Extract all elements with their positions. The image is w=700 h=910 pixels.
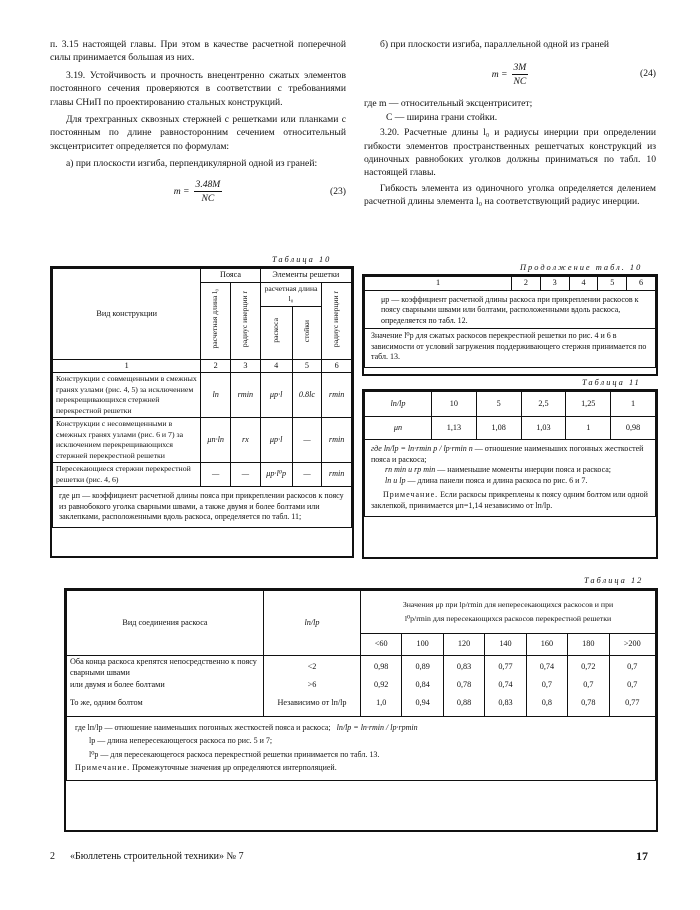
right-column (364, 38, 656, 209)
cell: 0,7 (526, 679, 567, 692)
row-label: То же, одним болтом (67, 692, 264, 717)
cell: 1 (566, 417, 611, 440)
cell: 1,03 (521, 417, 566, 440)
header-cell: 1 (611, 392, 656, 417)
header-cell: Вид конструкции (53, 269, 201, 360)
cell: 0.8lc (292, 373, 322, 418)
row-label: Конструкции с совмещенными в смежных гранях узлами (рис. 4, 5) за исключением перекрещивающихся стержней перекрестной решетки (53, 373, 201, 418)
table-note: μр — коэффициент расчетной длины раскоса при прикреплении раскосов к поясу сварными швами или болтами, расположенными вдоль раскоса, определяется по табл. 12. (365, 290, 656, 329)
table-11-grid (364, 391, 656, 517)
denominator: NC (201, 193, 215, 205)
cell: μп·lп (201, 418, 231, 463)
header-cell: 140 (485, 634, 526, 656)
header-cell: >200 (609, 634, 655, 656)
cell: 0,98 (361, 656, 402, 680)
table-12-grid (66, 590, 656, 781)
cell: 0,83 (485, 692, 526, 717)
cell: μр·l⁰р (260, 463, 292, 487)
fraction (512, 61, 529, 89)
header-cell: 120 (443, 634, 484, 656)
definition-symbol: rп min и rр min (385, 465, 436, 475)
cell: 0,98 (611, 417, 656, 440)
header-cell: lп/lр (365, 392, 432, 417)
formula-23 (50, 177, 346, 207)
definition: lр — длина непересекающегося раскоса по рис. 5 и 7; (89, 736, 273, 746)
definition-symbol: lп и lр (385, 475, 406, 485)
cell: Независимо от lп/lр (264, 692, 361, 717)
table-row (53, 373, 352, 418)
header-cell (292, 306, 322, 359)
equation-number: (23) (330, 185, 346, 197)
cell: lп (201, 373, 231, 418)
table-definitions (67, 716, 656, 780)
definition-text: — наименьшие моменты инерции пояса и раскоса; (437, 465, 612, 475)
definition-symbol: где lп/lр = lп·rmin р / lр·rmin п (371, 444, 473, 453)
table-note (75, 763, 647, 774)
header-text: раскоса (270, 318, 280, 344)
note-label: Примечание. (383, 490, 439, 500)
paragraph: п. 3.15 настоящей главы. При этом в качестве расчетной поперечной силы принимается большая из них. (50, 39, 346, 64)
column-number: 3 (231, 359, 261, 373)
definition-text: где lп/lр — отношение наименьших погонных жесткостей пояса и раскоса; (75, 722, 331, 732)
cell: 0,74 (526, 656, 567, 680)
table-10-grid (52, 268, 352, 528)
denominator: NC (513, 75, 527, 87)
header-cell: <60 (361, 634, 402, 656)
footer-journal: «Бюллетень строительной техники» № 7 (70, 851, 244, 862)
header-cell: Элементы решетки (260, 269, 351, 283)
cell: rx (231, 418, 261, 463)
cell: 1,13 (432, 417, 477, 440)
definition (75, 723, 647, 734)
column-number: 5 (598, 277, 627, 291)
header-cell: 2,5 (521, 392, 566, 417)
header-cell: lп/lр (264, 591, 361, 656)
table-12 (64, 588, 658, 832)
cell: 0,7 (609, 656, 655, 680)
cell: — (292, 418, 322, 463)
header-text: стойки (301, 319, 311, 342)
paragraph: 3.19. Устойчивость и прочность внецентренно сжатых элементов постоянного сечения проверяются в соответствии с требованиями главы СНиП по проектированию стальных конструкций. (50, 69, 346, 108)
cell: rmin (322, 373, 352, 418)
note-text: Промежуточные значения μр определяются интерполяцией. (132, 763, 337, 773)
column-number: 6 (322, 359, 352, 373)
definition (371, 444, 649, 465)
cell: — (231, 463, 261, 487)
cell: 1,0 (361, 692, 402, 717)
table-10-cont-grid (364, 276, 656, 368)
header-cell: 10 (432, 392, 477, 417)
cell: 0,7 (568, 679, 609, 692)
cell: — (292, 463, 322, 487)
paragraph: б) при плоскости изгиба, параллельной одной из граней (380, 39, 609, 50)
table-note: где μп — коэффициент расчетной длины пояса при прикреплении раскосов к поясу из равнобокого уголка сварными швами, а также двумя и более болтами или заклепками, расположенными вдоль раскоса, определяется по табл. 11; (53, 487, 352, 528)
cell: <2 (264, 656, 361, 680)
cell: — (201, 463, 231, 487)
definition: l⁰р — для пересекающегося раскоса перекрестной решетки принимается по табл. 13. (89, 749, 380, 759)
table-row (67, 679, 656, 692)
table-note: Значение l⁰р для сжатых раскосов перекрестной решетки по рис. 4 и 6 в зависимости от условий загружения поддерживающего стержня принимается по табл. 13. (365, 329, 656, 368)
note-text: Если раскосы прикреплены к поясу одним болтом или одной заклепкой, принимается μп=1,14 независимо от lп/lр. (371, 490, 648, 510)
cell: >6 (264, 679, 361, 692)
table-row (365, 417, 656, 440)
header-cell: Вид соединения раскоса (67, 591, 264, 656)
row-label: Конструкции с несовмещенными в смежных гранях узлами (рис. 6 и 7) за исключением перекрещивающихся стержней перекрестной решетки (53, 418, 201, 463)
cell: 0,78 (443, 679, 484, 692)
definition-text: — длина панели пояса и длина раскоса по рис. 6 и 7. (407, 475, 588, 485)
table-row (53, 418, 352, 463)
paragraph: Для трехгранных сквозных стержней с решетками или планками с постоянным по длине равносторонним сечением относительный эксцентриситет определяется по формулам: (50, 114, 346, 152)
header-text: Значения μр при lр/rmin для непересекающихся раскосов и при (402, 600, 614, 610)
column-number: 1 (53, 359, 201, 373)
cell: 0,83 (443, 656, 484, 680)
header-text: радиус инерции r (240, 290, 250, 347)
paragraph: где m — относительный эксцентриситет; (364, 98, 533, 110)
note-label: Примечание. (75, 763, 131, 773)
header-cell (322, 282, 352, 359)
table-10-continuation (362, 274, 658, 376)
column-number: 5 (292, 359, 322, 373)
cell: 0,92 (361, 679, 402, 692)
table-note (371, 490, 649, 511)
table-caption: Продолжение табл. 10 (520, 263, 643, 272)
header-text: расчетная длина l₀ (210, 288, 220, 349)
table-row (67, 656, 656, 680)
numerator: 3M (512, 61, 529, 75)
cell: 0,72 (568, 656, 609, 680)
definition-equation: lп/lр = lп·rmin / lр·rрmin (336, 722, 418, 732)
table-definitions (365, 440, 656, 517)
row-label: Пересекающиеся стержни перекрестной решетки (рис. 4, 6) (53, 463, 201, 487)
header-cell (231, 282, 261, 359)
cell: 0,74 (485, 679, 526, 692)
cell: 1,08 (476, 417, 521, 440)
table-11 (362, 389, 658, 559)
paragraph: 3.20. Расчетные длины l₀ и радиусы инерции при определении гибкости элементов пространственных решетчатых конструкций из одиночных равнобоких уголков должны приниматься по табл. 10 настоящей главы. (364, 127, 656, 179)
cell: 0,78 (568, 692, 609, 717)
column-number: 3 (540, 277, 569, 291)
header-cell: 1,25 (566, 392, 611, 417)
row-label: или двумя и более болтами (67, 679, 264, 692)
header-cell: 180 (568, 634, 609, 656)
row-label: μп (365, 417, 432, 440)
table-caption: Таблица 11 (582, 378, 641, 387)
column-number: 4 (260, 359, 292, 373)
cell: rmin (322, 463, 352, 487)
header-text: радиус инерции r (331, 290, 341, 347)
header-cell: 100 (402, 634, 443, 656)
numerator: 3.48M (194, 178, 223, 192)
column-number: 6 (627, 277, 656, 291)
definition (371, 465, 649, 476)
formula-lhs: m = (491, 68, 508, 80)
cell: 0,94 (402, 692, 443, 717)
paragraph: а) при плоскости изгиба, перпендикулярной одной из граней: (66, 158, 318, 170)
table-10 (50, 266, 354, 558)
definition (371, 476, 649, 487)
definition-text: — отношение наименьших погонных жесткостей пояса и раскоса; (371, 444, 644, 464)
cell: 0,88 (443, 692, 484, 717)
table-row (53, 463, 352, 487)
column-number: 2 (512, 277, 541, 291)
cell: 0,77 (609, 692, 655, 717)
header-cell (361, 591, 656, 634)
cell: 0,7 (609, 679, 655, 692)
table-caption: Таблица 12 (584, 576, 644, 585)
page-number: 17 (636, 849, 648, 863)
cell: 0,8 (526, 692, 567, 717)
cell: 0,84 (402, 679, 443, 692)
header-cell (201, 282, 231, 359)
formula-24 (364, 59, 656, 89)
table-row (67, 692, 656, 717)
header-cell: расчетная длина l₀ (260, 282, 322, 306)
table-caption: Таблица 10 (272, 255, 332, 264)
footer-left-number: 2 (50, 851, 55, 862)
equation-number: (24) (640, 68, 656, 80)
cell: μр·l (260, 418, 292, 463)
paragraph: Гибкость элемента из одиночного уголка определяется делением расчетной длины элемента l₀ на соответствующий радиус инерции. (364, 182, 656, 208)
row-label: Оба конца раскоса крепятся непосредственно к поясу сварными швами (67, 656, 264, 680)
left-column (50, 38, 346, 213)
cell: μр·l (260, 373, 292, 418)
header-cell (260, 306, 292, 359)
cell: 0,89 (402, 656, 443, 680)
cell: 0,77 (485, 656, 526, 680)
header-text: l⁰р/rmin для пересекающихся раскосов перекрестной решетки (404, 613, 612, 623)
header-cell: 160 (526, 634, 567, 656)
cell: rmin (231, 373, 261, 418)
header-cell: Пояса (201, 269, 260, 283)
fraction (194, 178, 223, 206)
formula-lhs: m = (173, 185, 190, 197)
column-number: 1 (365, 277, 512, 291)
paragraph: C — ширина грани стойки. (386, 111, 498, 123)
cell: rmin (322, 418, 352, 463)
column-number: 2 (201, 359, 231, 373)
column-number: 4 (569, 277, 598, 291)
header-cell: 5 (476, 392, 521, 417)
